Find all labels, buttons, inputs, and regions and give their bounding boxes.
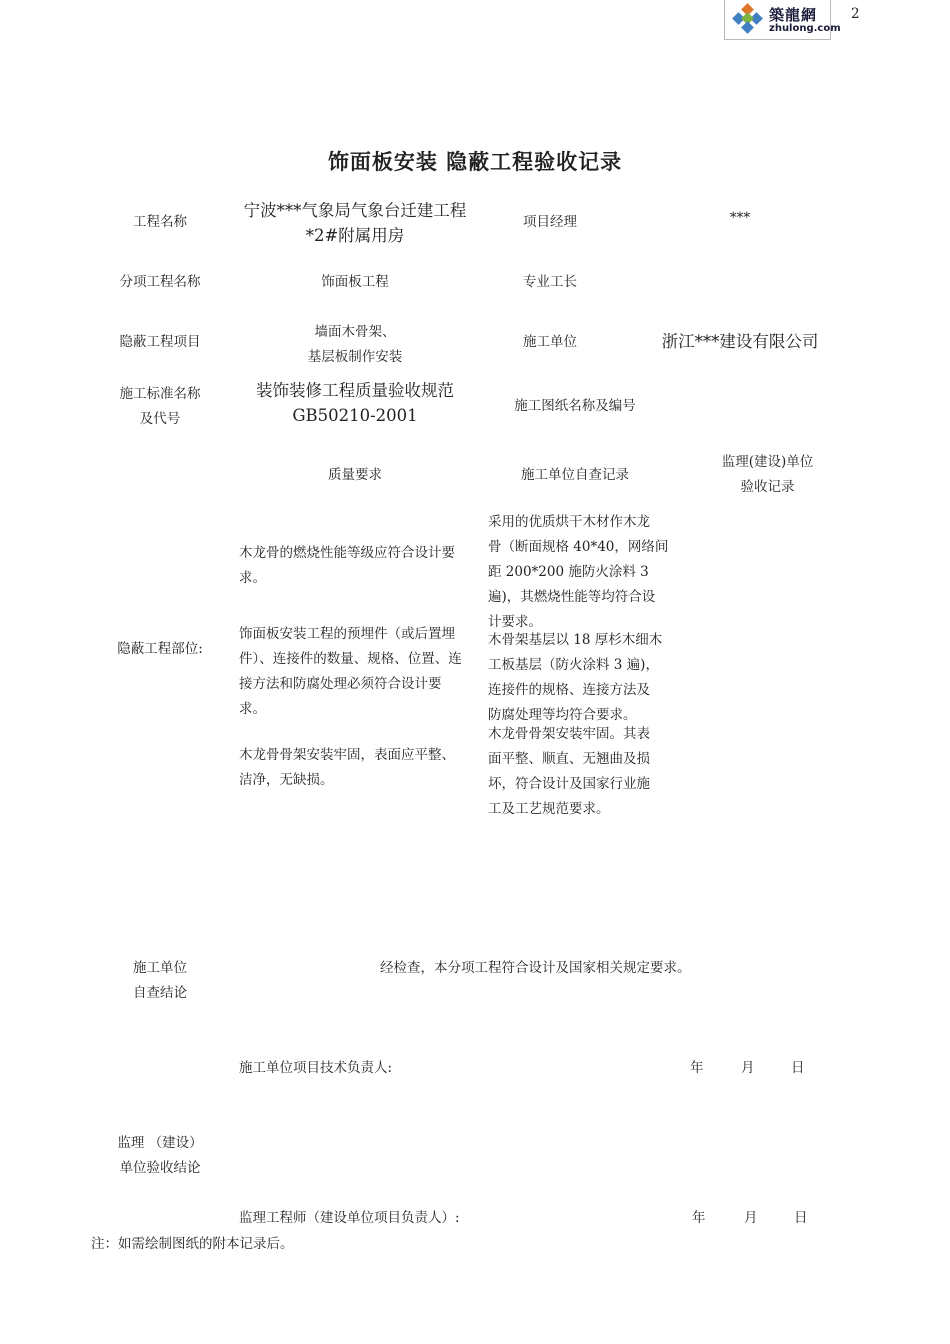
supervision-label-line1: 监理 （建设） xyxy=(117,1135,203,1151)
self-conclusion-signer: 施工单位项目技术负责人: xyxy=(239,1060,393,1076)
record-line: 计要求。 xyxy=(488,614,542,630)
standard-value-line2: GB50210-2001 xyxy=(292,406,418,425)
project-name-line2: *2#附属用房 xyxy=(305,226,405,245)
project-name-line1: 宁波***气象局气象台迁建工程 xyxy=(243,201,467,220)
requirement-line: 接方法和防腐处理必须符合设计要 xyxy=(239,676,442,692)
page-number: 2 xyxy=(851,6,860,22)
subitem-value: 饰面板工程 xyxy=(321,274,389,290)
standard-value-line1: 装饰装修工程质量验收规范 xyxy=(256,381,454,400)
record-line: 距 200*200 施防火涂料 3 xyxy=(488,564,649,580)
record-line: 遍)，其燃烧性能等均符合设 xyxy=(488,589,656,605)
self-conclusion-text: 经检查，本分项工程符合设计及国家相关规定要求。 xyxy=(380,960,691,976)
hidden-part-label: 隐蔽工程部位: xyxy=(117,641,203,657)
record-line: 木龙骨骨架安装牢固。其表 xyxy=(488,726,650,742)
self-conclusion-label-line1: 施工单位 xyxy=(133,960,187,976)
zhulong-logo-icon xyxy=(729,3,767,37)
self-conclusion-year: 年 xyxy=(690,1060,704,1076)
hidden-item-line2: 基层板制作安装 xyxy=(307,349,403,365)
record-line: 连接件的规格、连接方法及 xyxy=(488,682,650,698)
requirement-line: 件）、连接件的数量、规格、位置、连 xyxy=(239,651,462,667)
record-line: 木骨架基层以 18 厚杉木细木 xyxy=(488,632,663,648)
supervision-label-line2: 单位验收结论 xyxy=(119,1160,201,1176)
standard-label-line1: 施工标准名称 xyxy=(119,386,201,402)
footnote: 注：如需绘制图纸的附本记录后。 xyxy=(91,1236,294,1252)
project-manager-value: *** xyxy=(729,210,751,226)
requirement-line: 求。 xyxy=(239,570,266,586)
record-item xyxy=(488,722,683,822)
column-self-check: 施工单位自查记录 xyxy=(521,467,629,483)
column-supervision-line1: 监理(建设)单位 xyxy=(721,454,814,470)
column-quality: 质量要求 xyxy=(328,467,382,483)
record-line: 采用的优质烘干木材作木龙 xyxy=(488,514,650,530)
project-manager-label: 项目经理 xyxy=(523,214,577,230)
supervision-signer: 监理工程师（建设单位项目负责人）: xyxy=(239,1210,460,1226)
hidden-item-label: 隐蔽工程项目 xyxy=(119,334,201,350)
requirement-item xyxy=(239,622,484,722)
requirement-line: 洁净，无缺损。 xyxy=(239,772,334,788)
requirement-line: 木龙骨骨架安装牢固，表面应平整、 xyxy=(239,747,455,763)
zhulong-logo xyxy=(724,0,841,40)
self-conclusion-day: 日 xyxy=(791,1060,805,1076)
record-item xyxy=(488,510,683,635)
logo-english-text: zhulong.com xyxy=(769,23,841,34)
foreman-label: 专业工长 xyxy=(523,274,577,290)
project-name-label: 工程名称 xyxy=(133,214,187,230)
requirement-item xyxy=(239,541,484,591)
subitem-label: 分项工程名称 xyxy=(119,274,201,290)
standard-label-line2: 及代号 xyxy=(139,411,181,427)
record-line: 骨（断面规格 40*40，网络间 xyxy=(488,539,669,555)
column-supervision-line2: 验收记录 xyxy=(740,479,795,495)
record-line: 工及工艺规范要求。 xyxy=(488,801,610,817)
document-title: 饰面板安装 隐蔽工程验收记录 xyxy=(327,150,623,174)
supervision-month: 月 xyxy=(744,1210,758,1226)
supervision-year: 年 xyxy=(692,1210,706,1226)
supervision-day: 日 xyxy=(794,1210,808,1226)
requirement-item xyxy=(239,743,484,793)
requirement-line: 饰面板安装工程的预埋件（或后置埋 xyxy=(239,626,455,642)
record-item xyxy=(488,628,683,728)
drawing-label: 施工图纸名称及编号 xyxy=(514,398,636,414)
self-conclusion-month: 月 xyxy=(741,1060,755,1076)
construction-unit-value: 浙江***建设有限公司 xyxy=(661,332,819,351)
record-line: 坏，符合设计及国家行业施 xyxy=(488,776,650,792)
requirement-line: 木龙骨的燃烧性能等级应符合设计要 xyxy=(239,545,455,561)
record-line: 面平整、顺直、无翘曲及损 xyxy=(488,751,650,767)
logo-chinese-text: 築龍網 xyxy=(769,6,818,24)
hidden-item-line1: 墙面木骨架、 xyxy=(314,324,396,340)
construction-unit-label: 施工单位 xyxy=(523,334,577,350)
self-conclusion-label-line2: 自查结论 xyxy=(133,985,187,1001)
record-line: 工板基层（防火涂料 3 遍)， xyxy=(488,657,659,673)
requirement-line: 求。 xyxy=(239,701,266,717)
record-line: 防腐处理等均符合要求。 xyxy=(488,707,637,723)
